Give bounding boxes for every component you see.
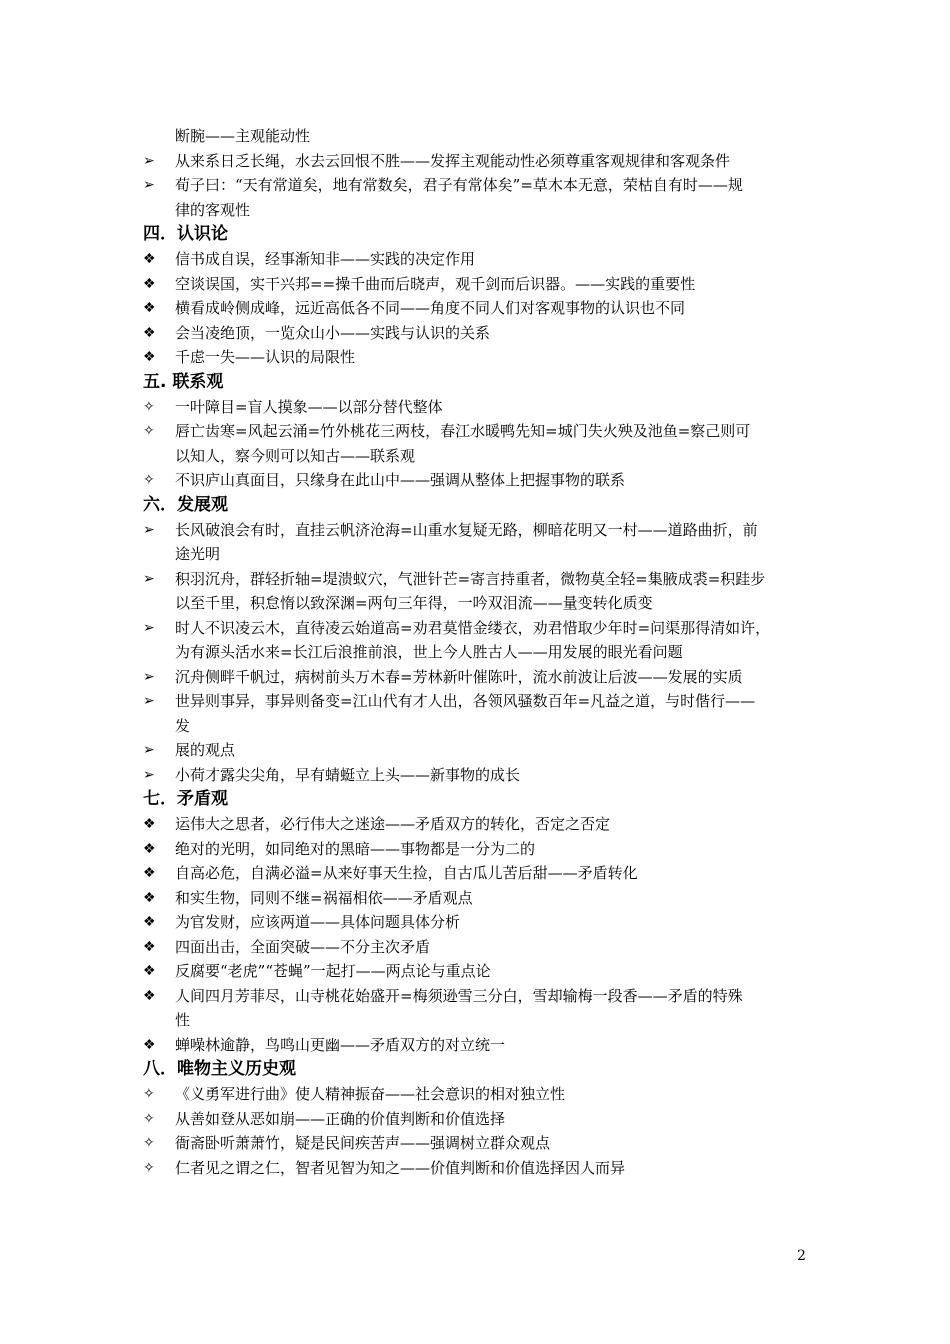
arrow-bullet-icon: ➢ [143,619,155,636]
section-heading: 七．矛盾观 [143,789,228,809]
diamond-bullet-icon: ❖ [143,963,156,979]
star-bullet-icon: ✧ [143,423,155,439]
diamond-bullet-icon: ❖ [143,987,156,1004]
list-item-text: 不识庐山真面目，只缘身在此山中——强调从整体上把握事物的联系 [175,471,626,489]
list-item [143,763,823,788]
list-item-text: 四面出击，全面突破——不分主次矛盾 [175,937,431,956]
diamond-bullet-icon: ❖ [143,889,156,906]
list-item-text: 运伟大之思者，必行伟大之迷途——矛盾双方的转化，否定之否定 [175,815,611,833]
star-bullet-icon: ✧ [143,472,155,488]
list-item [143,1082,823,1107]
list-item [143,665,823,690]
arrow-bullet-icon: ➢ [143,152,155,169]
section-heading: 五. 联系观 [143,371,224,392]
list-item-text: 为官发财，应该两道——具体问题具体分析 [175,913,461,931]
star-bullet-icon: ✧ [143,1135,155,1151]
list-item [143,910,823,935]
list-item [143,567,823,592]
diamond-bullet-icon: ❖ [143,938,156,955]
list-item-text: 世异则事异，事异则备变=江山代有才人出，各领风骚数百年=凡益之道，与时偕行—— [175,692,756,710]
list-item [143,935,823,960]
arrow-bullet-icon: ➢ [143,177,155,193]
list-item-text: 自高必危，自满必溢=从来好事天生捡，自古瓜儿苦后甜——矛盾转化 [175,864,638,882]
list-item [143,345,823,370]
star-bullet-icon: ✧ [143,398,155,415]
list-item [143,272,823,297]
list-item-text: 唇亡齿寒=风起云涌=竹外桃花三两枝，春江水暖鸭先知=城门失火殃及池鱼=察己则可 [175,422,751,440]
list-item [143,1107,823,1132]
section-heading: 四．认识论 [143,224,228,244]
list-item-text: 人间四月芳菲尽，山寺桃花始盛开=梅须逊雪三分白，雪却输梅一段香——矛盾的特殊 [175,986,743,1005]
list-item [143,1131,823,1156]
list-item-text: 时人不识凌云木，直待凌云始道高=劝君莫惜金缕衣，劝君惜取少年时=问渠那得清如许， [175,618,771,637]
list-item-text: 和实生物，同则不继=祸福相依——矛盾观点 [175,888,473,907]
list-item-text: 小荷才露尖尖角，早有蜻蜓立上头——新事物的成长 [175,765,521,784]
list-item [143,689,823,714]
list-item-text: 从来系日乏长绳，水去云回恨不胜——发挥主观能动性必须尊重客观规律和客观条件 [175,151,731,170]
list-item [143,616,823,641]
list-item [143,984,823,1009]
diamond-bullet-icon: ❖ [143,251,156,267]
list-item-text: 衙斋卧听萧萧竹，疑是民间疾苦声——强调树立群众观点 [175,1134,551,1152]
document-body [143,124,823,1180]
list-item-text: 展的观点 [175,741,236,759]
diamond-bullet-icon: ❖ [143,816,156,832]
list-item [143,296,823,321]
page-number: 2 [797,1248,806,1264]
list-item-text: 反腐要“老虎”“苍蝇”一起打——两点论与重点论 [175,962,491,980]
arrow-bullet-icon: ➢ [143,668,155,685]
list-item [143,1033,823,1058]
list-item-text: 会当凌绝顶，一览众山小——实践与认识的关系 [175,323,491,342]
diamond-bullet-icon: ❖ [143,865,156,881]
list-item-text: 横看成岭侧成峰，远近高低各不同——角度不同人们对客观事物的认识也不同 [175,299,686,317]
diamond-bullet-icon: ❖ [143,914,156,930]
star-bullet-icon: ✧ [143,1086,155,1102]
list-item-text: 长风破浪会有时，直挂云帆济沧海=山重水复疑无路，柳暗花明又一村——道路曲折，前 [175,520,758,539]
section-heading: 八．唯物主义历史观 [143,1059,296,1079]
list-item [143,173,823,198]
list-item [143,149,823,174]
continuation-line: 为有源头活水来=长江后浪推前浪，世上今人胜古人——用发展的眼光看问题 [175,643,683,661]
list-item [143,837,823,862]
diamond-bullet-icon: ❖ [143,840,156,857]
list-item [143,247,823,272]
list-item-text: 从善如登从恶如崩——正确的价值判断和价值选择 [175,1109,506,1128]
arrow-bullet-icon: ➢ [143,693,155,709]
list-item-text: 千虑一失——认识的局限性 [175,348,356,366]
continuation-line: 发 [175,716,191,735]
list-item [143,321,823,346]
arrow-bullet-icon: ➢ [143,766,155,783]
star-bullet-icon: ✧ [143,1110,155,1127]
arrow-bullet-icon: ➢ [143,742,155,758]
diamond-bullet-icon: ❖ [143,275,156,292]
list-item-text: 沉舟侧畔千帆过，病树前头万木春=芳林新叶催陈叶，流水前波让后波——发展的实质 [175,667,743,686]
list-item-text: 信书成自误，经事渐知非——实践的决定作用 [175,250,476,268]
list-item-text: 荀子曰：“天有常道矣，地有常数矣，君子有常体矣”=草木本无意，荣枯自有时——规 [175,176,743,194]
diamond-bullet-icon: ❖ [143,349,156,365]
list-item-text: 蝉噪林逾静，鸟鸣山更幽——矛盾双方的对立统一 [175,1035,506,1054]
list-item [143,886,823,911]
list-item-text: 一叶障目=盲人摸象——以部分替代整体 [175,397,443,416]
diamond-bullet-icon: ❖ [143,1036,156,1053]
list-item-text: 《义勇军进行曲》使人精神振奋——社会意识的相对独立性 [175,1085,566,1103]
diamond-bullet-icon: ❖ [143,300,156,316]
section-heading: 六．发展观 [143,494,228,515]
list-item [143,959,823,984]
continuation-line: 断腕——主观能动性 [175,127,311,145]
list-item-text: 绝对的光明，如同绝对的黑暗——事物都是一分为二的 [175,839,536,858]
arrow-bullet-icon: ➢ [143,521,155,538]
continuation-line: 性 [175,1011,191,1029]
list-item [143,1156,823,1181]
diamond-bullet-icon: ❖ [143,324,156,341]
list-item [143,395,823,420]
list-item-text: 仁者见之谓之仁，智者见智为知之——价值判断和价值选择因人而异 [175,1158,626,1177]
list-item-text: 空谈误国，实干兴邦==操千曲而后晓声，观千剑而后识器。——实践的重要性 [175,274,696,293]
arrow-bullet-icon: ➢ [143,570,155,587]
list-item-text: 积羽沉舟，群轻折轴=堤溃蚁穴，气泄针芒=寄言持重者，微物莫全轻=集腋成裘=积跬步 [175,569,766,588]
list-item [143,419,823,444]
list-item [143,812,823,837]
continuation-line: 途光明 [175,545,221,563]
continuation-line: 律的客观性 [175,200,251,219]
continuation-line: 以知人，察今则可以知古——联系观 [175,446,416,465]
list-item [143,518,823,543]
list-item [143,861,823,886]
continuation-line: 以至千里，积怠惰以致深渊=两句三年得，一吟双泪流——量变转化质变 [175,594,653,612]
list-item [143,738,823,763]
star-bullet-icon: ✧ [143,1159,155,1176]
list-item [143,468,823,493]
